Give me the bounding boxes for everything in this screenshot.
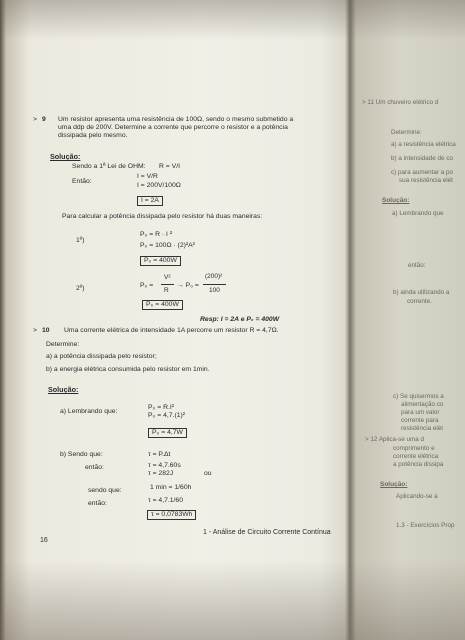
right-q12-line-1: > 12 Aplica-se uma d: [365, 436, 424, 443]
q10-minute-conversion: 1 min = 1/60h: [150, 484, 192, 491]
q10-b-label: b) Sendo que:: [60, 451, 103, 458]
q9-power-intro: Para calcular a potência dissipada pelo resistor há duas maneiras:: [62, 213, 263, 220]
right-c-line-2: alimentação co: [401, 401, 444, 408]
q10-a-result: P₀ = 4,7W: [148, 428, 187, 438]
right-b-line-2: corrente.: [407, 298, 432, 305]
page-shadow-top: [0, 0, 465, 40]
right-solution-title: Solução:: [382, 197, 410, 204]
right-aplicando: Aplicando-se a: [396, 493, 438, 500]
q9-way-1-line-1: P₀ = R · I ²: [140, 231, 173, 238]
q10-final-result: τ = 0,0783Wh: [147, 510, 196, 520]
q10-solution-title: Solução:: [48, 385, 79, 394]
q9-way-1-line-2: P₀ = 100Ω · (2)²A²: [140, 242, 195, 249]
right-lembrando: a) Lembrando que: [392, 210, 444, 217]
right-c-line-1: c) Se quisermos a: [393, 393, 444, 400]
right-solution-title-2: Solução:: [380, 481, 408, 488]
right-section-heading: 1.3 - Exercícios Prop: [396, 522, 455, 529]
q9-solution-title: Solução:: [50, 152, 81, 161]
right-item-b: b) a intensidade de co: [391, 155, 453, 162]
q10-a-label: a) Lembrando que:: [60, 408, 118, 415]
q10-b-line-1: τ = 4,7.60s: [148, 462, 181, 469]
q9-marker: >: [33, 116, 37, 123]
q9-way-2-arrow: → P₀ =: [177, 282, 199, 289]
page-number: 16: [40, 537, 48, 544]
q9-step-2: I = 200V/100Ω: [137, 182, 181, 189]
right-q12-line-4: a potência dissipa: [393, 461, 444, 468]
q10-statement: Uma corrente elétrica de intensidade 1A percorre um resistor R = 4,7Ω.: [64, 327, 279, 334]
right-c-line-5: resistência elét: [401, 425, 443, 432]
q9-current-result: I = 2A: [137, 196, 163, 206]
q10-item-a: a) a potência dissipada pelo resistor;: [46, 353, 157, 360]
q10-ou: ou: [204, 470, 212, 477]
q9-way-1-result: P₀ = 400W: [140, 256, 181, 266]
q9-way-2-label: 2º): [76, 285, 85, 292]
q10-sendo-que: sendo que:: [88, 487, 122, 494]
q10-b-formula: τ = P.Δt: [148, 451, 171, 458]
q9-statement-line-1: Um resistor apresenta uma resistência de 100Ω, sendo o mesmo submetido a: [58, 116, 294, 123]
q9-way-2-numerator-v2: V²: [164, 274, 171, 281]
q9-step-1: I = V/R: [137, 173, 158, 180]
right-c-line-4: corrente para: [401, 417, 439, 424]
q10-item-b: b) a energia elétrica consumida pelo resistor em 1min.: [46, 366, 210, 373]
q9-answer: Resp: I = 2A e P₀ = 400W: [200, 316, 280, 323]
q10-entao-2: então:: [88, 500, 107, 507]
q9-way-2-result: P₀ = 400W: [142, 300, 183, 310]
q9-way-2-pd: P₀ =: [140, 282, 154, 289]
q9-way-2-numerator-200: (200)²: [205, 273, 223, 280]
right-q11: > 11 Um chuveiro elétrico d: [362, 99, 439, 106]
right-item-c-1: c) para aumentar a po: [391, 169, 453, 176]
q10-number: 10: [42, 327, 50, 334]
right-c-line-3: para um valor: [401, 409, 440, 416]
right-q12-line-3: corrente elétrica: [393, 453, 439, 460]
page-footer: 1 - Análise de Circuito Corrente Contínua: [203, 529, 331, 536]
q10-determine: Determine:: [46, 341, 80, 348]
right-entao: então:: [408, 262, 426, 269]
q10-a-line-1: P₀ = R.I²: [148, 404, 175, 411]
right-b-line-1: b) ainda utilizando a: [393, 289, 450, 296]
q9-way-2-fraction-bar-2: [203, 284, 226, 285]
q9-statement-line-3: dissipada pelo mesmo.: [58, 132, 128, 139]
q9-way-2-denominator-r: R: [164, 287, 169, 294]
q10-energy-line: τ = 4,7.1/60: [148, 497, 183, 504]
right-determine: Determine:: [391, 129, 422, 136]
page-shadow-bottom: [0, 560, 465, 640]
right-q12-line-2: comprimento e: [393, 445, 435, 452]
q10-a-line-2: P₀ = 4,7.(1)²: [148, 412, 186, 419]
q9-statement-line-2: uma ddp de 200V. Determine a corrente que percorre o resistor e a potência: [58, 124, 288, 131]
q9-way-1-label: 1º): [76, 237, 85, 244]
q9-ohm-law-text: Sendo a 1ª Lei de OHM:: [72, 163, 146, 170]
right-item-a: a) a resistência elétrica: [391, 141, 456, 148]
q10-b-line-2: τ = 282J: [148, 470, 174, 477]
q9-way-2-fraction-bar-1: [161, 284, 174, 285]
q9-number: 9: [42, 116, 46, 123]
q9-entao: Então:: [72, 178, 92, 185]
q9-ohm-law-formula: R = V/I: [159, 163, 180, 170]
q10-b-entao: então:: [85, 464, 104, 471]
q10-marker: >: [33, 327, 37, 334]
q9-way-2-denominator-100: 100: [209, 287, 220, 294]
right-item-c-2: sua resistência elét: [399, 177, 453, 184]
